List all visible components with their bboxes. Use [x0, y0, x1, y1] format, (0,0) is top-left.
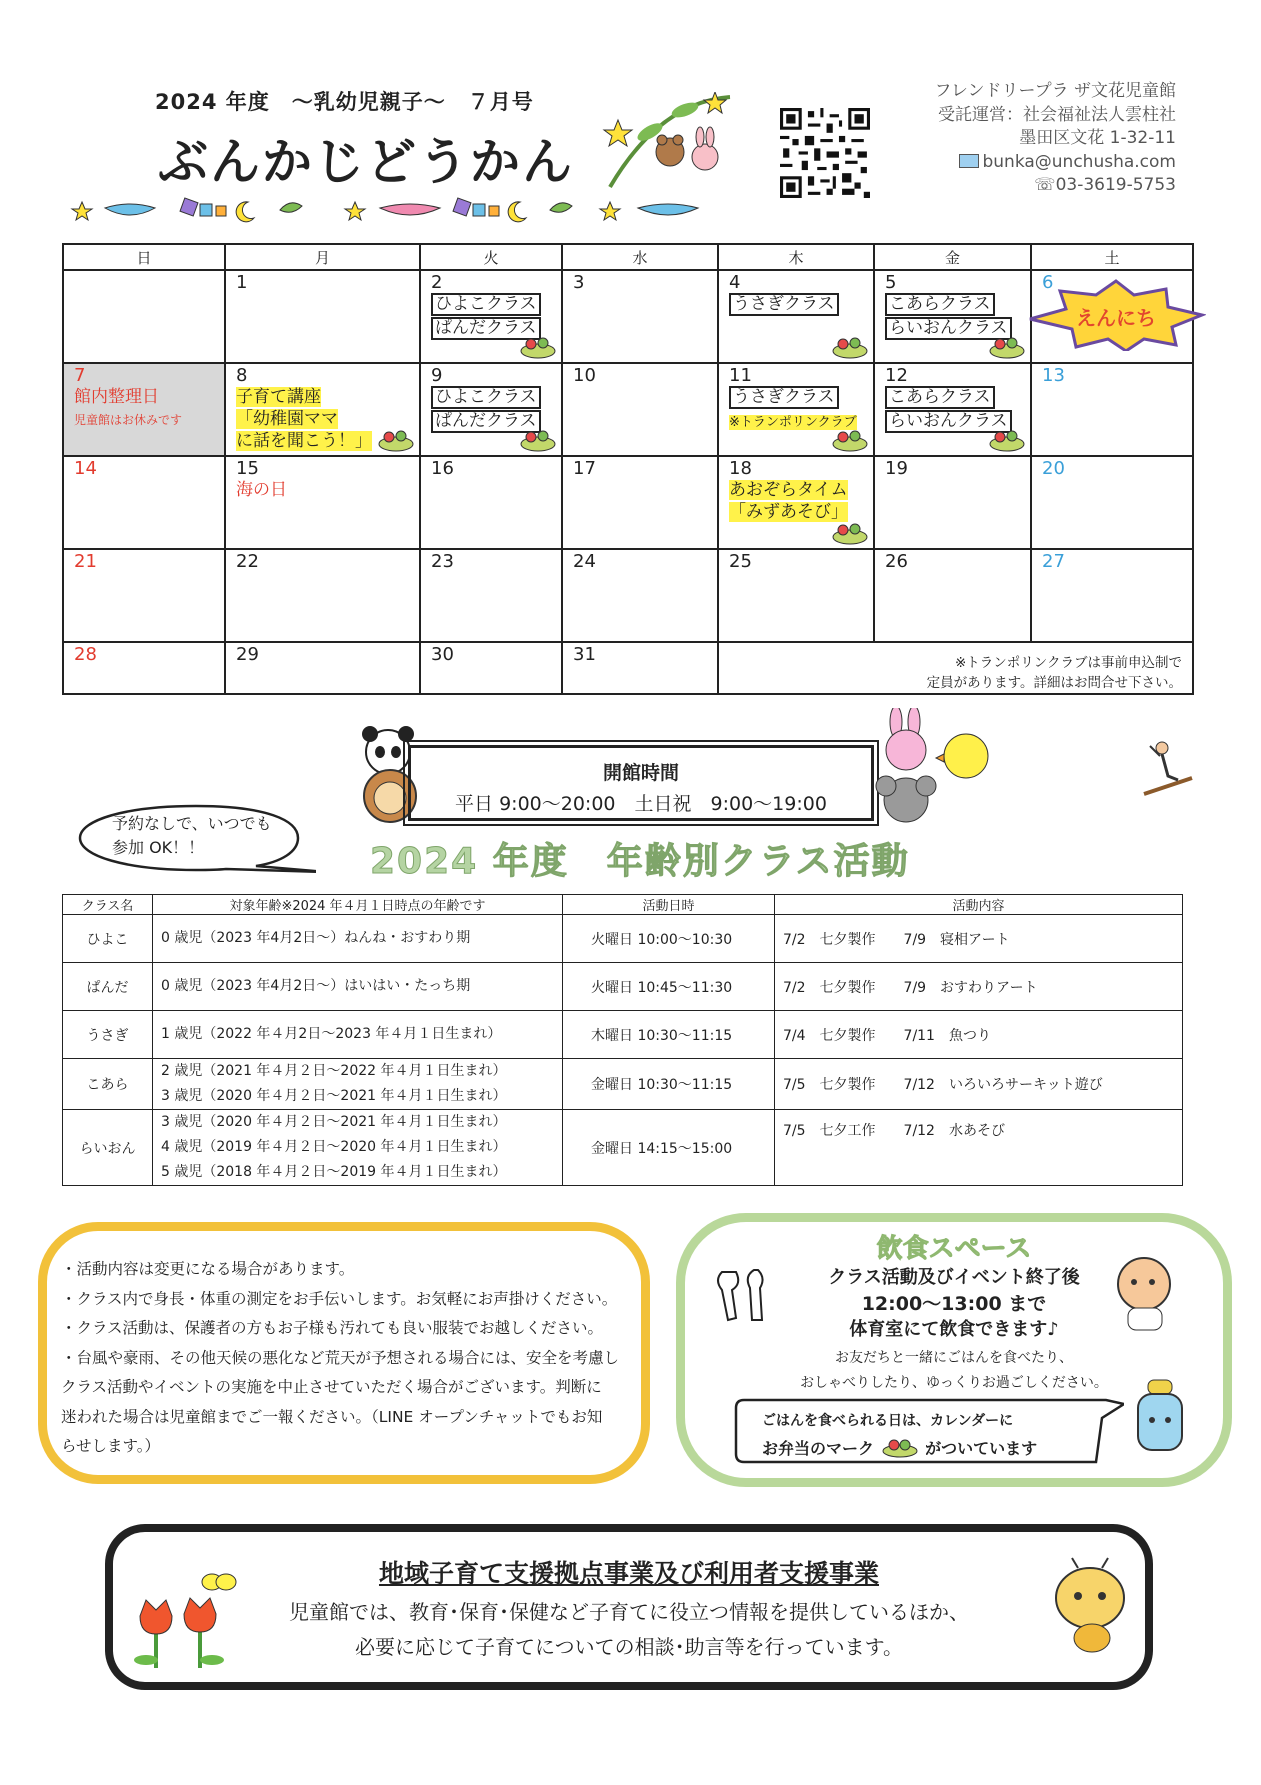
org-operator: 受託運営：社会福祉法人雲柱社	[938, 104, 1176, 125]
class-ages	[153, 963, 563, 1011]
weekday-header: 火	[420, 244, 562, 270]
class-content: 7/5 七夕製作 7/12 いろいろサーキット遊び	[775, 1059, 1183, 1110]
class-table-column-header: 活動内容	[775, 895, 1183, 915]
class-time: 金曜日 14:15～15:00	[563, 1110, 775, 1186]
opening-hours-text: 平日 9:00～20:00 土日祝 9:00～19:00	[455, 793, 827, 815]
age-line: 0 歳児（2023 年4月2日～）はいはい・たっち期	[161, 978, 471, 994]
calendar-day-cell[interactable]	[225, 456, 420, 549]
note-line: ・クラス活動は、保護者の方もお子様も汚れても良い服装でお越しください。	[61, 1319, 604, 1337]
calendar-day-cell[interactable]	[1031, 456, 1193, 549]
day-number: 20	[1042, 458, 1065, 479]
class-content: 7/5 七夕工作 7/12 水あそび	[775, 1110, 1183, 1186]
bento-icon	[988, 425, 1026, 453]
weekday-header: 金	[874, 244, 1031, 270]
bamboo-animals-illustration	[600, 92, 740, 192]
event-row	[875, 386, 1030, 410]
day-number: 9	[431, 365, 443, 386]
calendar-week	[63, 642, 1193, 694]
rabbit-chick-koala-illustration	[868, 708, 998, 828]
day-number: 27	[1042, 551, 1065, 572]
bento-icon	[519, 425, 557, 453]
day-number: 14	[74, 458, 97, 479]
calendar-day-cell[interactable]	[874, 456, 1031, 549]
weekday-header: 月	[225, 244, 420, 270]
class-activity-table	[62, 894, 1183, 1186]
class-ages	[153, 1011, 563, 1059]
calendar-day-cell[interactable]	[562, 549, 718, 642]
speech-bubble	[112, 812, 272, 860]
day-number: 24	[573, 551, 596, 572]
day-number: 28	[74, 644, 97, 665]
event-label: らいおんクラス	[885, 317, 1012, 340]
calendar-day-cell[interactable]	[1031, 363, 1193, 456]
bento-callout	[762, 1408, 1037, 1462]
day-number: 25	[729, 551, 752, 572]
note-line: 迷われた場合は児童館までご一報ください。（LINE オープンチャットでもお知	[61, 1407, 603, 1426]
day-number: 22	[236, 551, 259, 572]
food-line-1: クラス活動及びイベント終了後	[828, 1267, 1080, 1288]
weekday-header: 土	[1031, 244, 1193, 270]
event-label: あおぞらタイム	[729, 480, 848, 500]
callout-tail-text: がついています	[925, 1439, 1038, 1458]
note-line: らせします。）	[61, 1437, 161, 1455]
age-line: 2 歳児（2021 年４月２日～2022 年４月１日生まれ）	[161, 1063, 507, 1079]
tulip-butterfly-illustration	[128, 1568, 240, 1672]
day-number: 3	[573, 272, 585, 293]
calendar-day-cell[interactable]	[420, 642, 562, 694]
calendar-day-cell[interactable]	[1031, 270, 1193, 363]
class-row	[63, 1110, 1183, 1186]
gymnast-illustration	[1140, 738, 1196, 798]
bento-icon	[988, 332, 1026, 360]
event-label: に話を聞こう！」	[236, 431, 372, 451]
age-line: 3 歳児（2020 年４月２日～2021 年４月１日生まれ）	[161, 1114, 507, 1130]
weekday-header: 日	[63, 244, 225, 270]
ennichi-label: えんにち	[1076, 306, 1156, 330]
calendar-week	[63, 363, 1193, 456]
day-number: 17	[573, 458, 596, 479]
baby-illustration	[1110, 1254, 1180, 1332]
day-number: 10	[573, 365, 596, 386]
calendar-day-cell[interactable]	[562, 363, 718, 456]
class-content: 7/2 七夕製作 7/9 おすわりアート	[775, 963, 1183, 1011]
event-label: ※トランポリンクラブ	[729, 415, 857, 430]
event-row	[226, 386, 419, 408]
phone-icon: ☏	[1034, 175, 1056, 195]
day-number: 4	[729, 272, 741, 293]
day-number: 5	[885, 272, 897, 293]
event-label: ぱんだクラス	[431, 410, 541, 433]
age-line: 0 歳児（2023 年4月2日～）ねんね・おすわり期	[161, 930, 471, 946]
calendar-day-cell[interactable]	[420, 270, 562, 363]
event-label: ひよこクラス	[431, 293, 541, 316]
day-number: 2	[431, 272, 443, 293]
calendar-day-cell[interactable]	[562, 270, 718, 363]
calendar-day-cell[interactable]	[874, 549, 1031, 642]
event-label: 児童館はお休みです	[74, 413, 183, 427]
qr-code[interactable]	[780, 108, 870, 198]
issue-subtitle: 2024 年度 ～乳幼児親子～ ７月号	[155, 90, 534, 114]
ennichi-badge[interactable]	[1026, 279, 1206, 351]
org-email[interactable]: bunka@unchusha.com	[982, 151, 1176, 172]
class-table-body	[63, 915, 1183, 1186]
class-name: ぱんだ	[63, 963, 153, 1011]
day-number: 7	[74, 365, 86, 386]
calendar-day-cell[interactable]	[718, 363, 874, 456]
note-line: ・台風や豪雨、その他天候の悪化など荒天が予想される場合には、安全を考慮し	[61, 1348, 620, 1367]
event-label: こあらクラス	[885, 386, 995, 409]
day-number: 21	[74, 551, 97, 572]
class-row	[63, 915, 1183, 963]
org-name: フレンドリープラ ザ文花児童館	[934, 81, 1176, 101]
weekday-header: 木	[718, 244, 874, 270]
day-number: 11	[729, 365, 752, 386]
calendar-day-cell[interactable]	[63, 456, 225, 549]
calendar-day-cell[interactable]	[874, 270, 1031, 363]
support-line-1: 児童館では、教育･保育･保健など子育てに役立つ情報を提供しているほか、	[289, 1600, 969, 1624]
support-title: 地域子育て支援拠点事業及び利用者支援事業	[378, 1559, 879, 1588]
age-line: 5 歳児（2018 年４月２日～2019 年４月１日生まれ）	[161, 1164, 507, 1180]
event-row	[719, 479, 873, 501]
event-label: らいおんクラス	[885, 410, 1012, 433]
org-phone: 03-3619-5753	[1055, 175, 1176, 195]
fork-spoon-icon	[710, 1264, 790, 1324]
calendar-day-cell[interactable]	[718, 456, 874, 549]
trampoline-note-line: ※トランポリンクラブは事前申込制で	[954, 655, 1182, 671]
callout-line-2	[762, 1435, 1037, 1462]
event-label: 「幼稚園ママ	[236, 409, 338, 429]
event-label: ひよこクラス	[431, 386, 541, 409]
calendar-day-cell[interactable]	[420, 363, 562, 456]
calendar-weekday-header	[63, 244, 1193, 270]
callout-mark-text: お弁当のマーク	[762, 1439, 875, 1458]
food-line-5: おしゃべりしたり、ゆっくりお過ごしください。	[800, 1375, 1108, 1391]
bubble-line-1: 予約なしで、いつでも	[112, 814, 272, 833]
bento-icon	[831, 425, 869, 453]
day-number: 19	[885, 458, 908, 479]
class-name: うさぎ	[63, 1011, 153, 1059]
day-number: 29	[236, 644, 259, 665]
calendar-day-cell[interactable]	[225, 363, 420, 456]
event-label: こあらクラス	[885, 293, 995, 316]
calendar-day-cell[interactable]	[718, 270, 874, 363]
class-table-column-header: クラス名	[63, 895, 153, 915]
age-line: 1 歳児（2022 年４月2日～2023 年４月１日生まれ）	[161, 1026, 502, 1042]
bento-icon	[519, 332, 557, 360]
day-number: 23	[431, 551, 454, 572]
support-line-2: 必要に応じて子育てについての相談･助言等を行っています。	[355, 1635, 903, 1659]
mail-icon	[959, 154, 979, 168]
calendar-week	[63, 549, 1193, 642]
july-calendar	[62, 243, 1194, 695]
class-table-column-header: 対象年齢※2024 年４月１日時点の年齢です	[153, 895, 563, 915]
event-label: 海の日	[236, 480, 287, 500]
day-number: 6	[1042, 272, 1054, 293]
class-time: 火曜日 10:00～10:30	[563, 915, 775, 963]
calendar-day-cell[interactable]	[562, 456, 718, 549]
day-number: 12	[885, 365, 908, 386]
note-line: ・クラス内で身長・体重の測定をお手伝いします。お気軽にお声掛けください。	[61, 1289, 618, 1308]
org-phone-row	[935, 174, 1176, 198]
food-line-3: 体育室にて飲食できます♪	[849, 1319, 1059, 1340]
class-row	[63, 1011, 1183, 1059]
food-line-2: 12:00～13:00 まで	[861, 1293, 1047, 1315]
day-number: 16	[431, 458, 454, 479]
event-label: 子育て講座	[236, 387, 321, 407]
class-name: らいおん	[63, 1110, 153, 1186]
class-ages	[153, 915, 563, 963]
class-table-header	[63, 895, 1183, 915]
newsletter-title: ぶんかじどうかん	[158, 133, 574, 191]
note-line: クラス活動やイベントの実施を中止させていただく場合がございます。判断に	[61, 1378, 602, 1396]
age-line: 4 歳児（2019 年４月２日～2020 年４月１日生まれ）	[161, 1139, 507, 1155]
bento-icon	[377, 425, 415, 453]
event-row	[421, 386, 561, 410]
callout-line-1: ごはんを食べられる日は、カレンダーに	[762, 1413, 1014, 1429]
note-line: ・活動内容は変更になる場合があります。	[61, 1260, 355, 1278]
calendar-day-cell[interactable]	[420, 456, 562, 549]
event-label: うさぎクラス	[729, 293, 839, 316]
event-label: 館内整理日	[74, 387, 159, 407]
notes-box	[38, 1222, 650, 1484]
calendar-day-cell[interactable]	[1031, 549, 1193, 642]
calendar-body	[63, 270, 1193, 694]
org-info	[935, 80, 1176, 198]
class-section-title: 2024 年度 年齢別クラス活動	[370, 841, 910, 882]
bee-illustration	[1048, 1556, 1132, 1656]
event-label: ぱんだクラス	[431, 317, 541, 340]
calendar-day-cell[interactable]	[225, 642, 420, 694]
age-line: 3 歳児（2020 年４月２日～2021 年４月１日生まれ）	[161, 1088, 507, 1104]
event-row	[226, 479, 419, 501]
event-row	[64, 386, 224, 408]
org-address: 墨田区文花 1-32-11	[1019, 128, 1176, 148]
class-time: 火曜日 10:45～11:30	[563, 963, 775, 1011]
org-email-row	[935, 151, 1176, 175]
trampoline-note-line: 定員があります。詳細はお問合せ下さい。	[926, 675, 1182, 691]
notes-list	[47, 1231, 641, 1462]
day-number: 8	[236, 365, 248, 386]
bubble-line-2: 参加 OK！！	[112, 838, 205, 857]
class-table-column-header: 活動日時	[563, 895, 775, 915]
opening-hours-title: 開館時間	[602, 762, 679, 784]
event-row	[64, 408, 224, 431]
event-row	[719, 386, 873, 410]
food-title: 飲食スペース	[876, 1234, 1032, 1264]
baby-bottle-icon	[1132, 1378, 1192, 1454]
calendar-day-cell[interactable]	[225, 549, 420, 642]
support-box	[105, 1524, 1153, 1690]
calendar-day-cell[interactable]	[718, 549, 874, 642]
bento-icon	[831, 518, 869, 546]
opening-hours-box	[408, 745, 874, 821]
day-number	[64, 271, 224, 273]
calendar-day-cell[interactable]	[63, 549, 225, 642]
bento-icon	[831, 332, 869, 360]
day-number: 18	[729, 458, 752, 479]
class-row	[63, 1059, 1183, 1110]
class-time: 金曜日 10:30～11:15	[563, 1059, 775, 1110]
class-content: 7/4 七夕製作 7/11 魚つり	[775, 1011, 1183, 1059]
class-time: 木曜日 10:30～11:15	[563, 1011, 775, 1059]
trampoline-note-cell	[718, 642, 1193, 694]
food-line-4: お友だちと一緒にごはんを食べたり、	[835, 1350, 1073, 1366]
calendar-day-cell[interactable]	[63, 270, 225, 363]
calendar-week	[63, 270, 1193, 363]
event-label: うさぎクラス	[729, 386, 839, 409]
day-number: 26	[885, 551, 908, 572]
event-row	[875, 293, 1030, 317]
calendar-day-cell[interactable]	[420, 549, 562, 642]
event-label: 「みずあそび」	[729, 502, 848, 522]
calendar-day-cell[interactable]	[225, 270, 420, 363]
class-name: ひよこ	[63, 915, 153, 963]
calendar-week	[63, 456, 1193, 549]
event-row	[421, 293, 561, 317]
day-number: 15	[236, 458, 259, 479]
class-name: こあら	[63, 1059, 153, 1110]
class-ages	[153, 1110, 563, 1186]
class-content: 7/2 七夕製作 7/9 寝相アート	[775, 915, 1183, 963]
decorative-garland	[70, 196, 740, 226]
class-ages	[153, 1059, 563, 1110]
class-row	[63, 963, 1183, 1011]
calendar-day-cell[interactable]	[874, 363, 1031, 456]
day-number: 1	[236, 272, 248, 293]
day-number: 30	[431, 644, 454, 665]
calendar-day-cell[interactable]	[63, 363, 225, 456]
event-row	[719, 293, 873, 317]
day-number: 13	[1042, 365, 1065, 386]
calendar-day-cell[interactable]	[562, 642, 718, 694]
calendar-day-cell[interactable]	[63, 642, 225, 694]
weekday-header: 水	[562, 244, 718, 270]
day-number: 31	[573, 644, 596, 665]
bento-icon	[880, 1436, 920, 1458]
